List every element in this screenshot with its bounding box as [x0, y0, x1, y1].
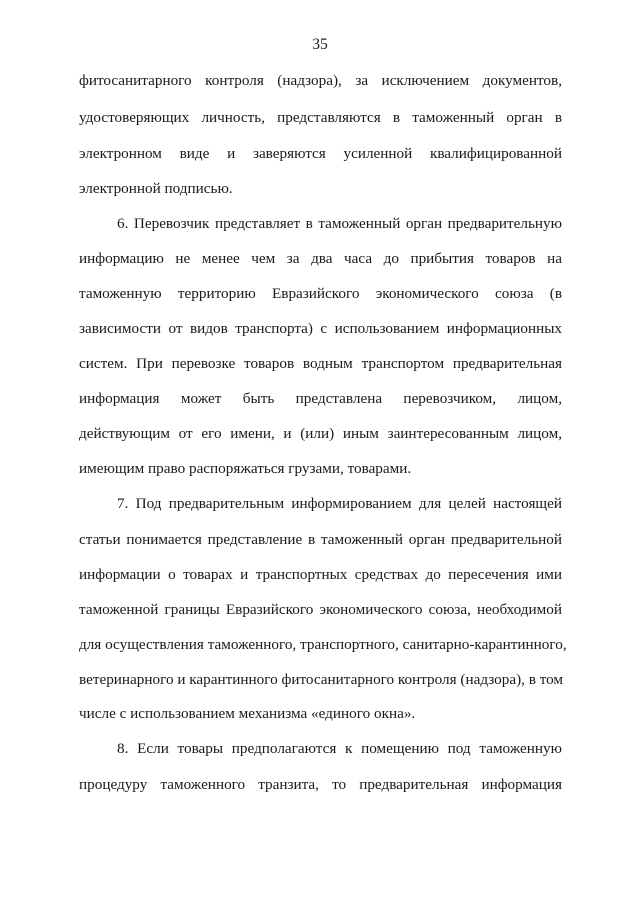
text-line: ветеринарного и карантинного фитосанитарного контроля (надзора), в том: [79, 671, 564, 688]
text-line: статьи понимается представление в таможенный орган предварительной: [79, 531, 562, 548]
page-number: 35: [312, 36, 328, 53]
text-line: процедуру таможенного транзита, то предварительная информация: [79, 776, 562, 793]
text-line: таможенную территорию Евразийского экономического союза (в: [79, 285, 562, 302]
text-line: информацию не менее чем за два часа до прибытия товаров на: [79, 250, 562, 267]
text-line: фитосанитарного контроля (надзора), за исключением документов,: [79, 72, 562, 89]
text-line: зависимости от видов транспорта) с использованием информационных: [79, 320, 562, 337]
text-line: электронном виде и заверяются усиленной квалифицированной: [79, 145, 562, 162]
text-line: информация может быть представлена перевозчиком, лицом,: [79, 390, 562, 407]
text-line: для осуществления таможенного, транспортного, санитарно-карантинного,: [79, 636, 567, 653]
text-line: имеющим право распоряжаться грузами, товарами.: [79, 460, 412, 477]
text-line: информации о товарах и транспортных средствах до пересечения ими: [79, 566, 562, 583]
text-line: числе с использованием механизма «единого окна».: [79, 705, 416, 722]
text-line: электронной подписью.: [79, 180, 233, 197]
paragraph-6-first-line: 6. Перевозчик представляет в таможенный орган предварительную: [117, 215, 562, 232]
text-line: действующим от его имени, и (или) иным заинтересованным лицом,: [79, 425, 562, 442]
text-line: таможенной границы Евразийского экономического союза, необходимой: [79, 601, 562, 618]
text-line: систем. При перевозке товаров водным транспортом предварительная: [79, 355, 562, 372]
paragraph-7-first-line: 7. Под предварительным информированием для целей настоящей: [117, 495, 562, 512]
paragraph-8-first-line: 8. Если товары предполагаются к помещению под таможенную: [117, 740, 562, 757]
text-line: удостоверяющих личность, представляются в таможенный орган в: [79, 109, 562, 126]
